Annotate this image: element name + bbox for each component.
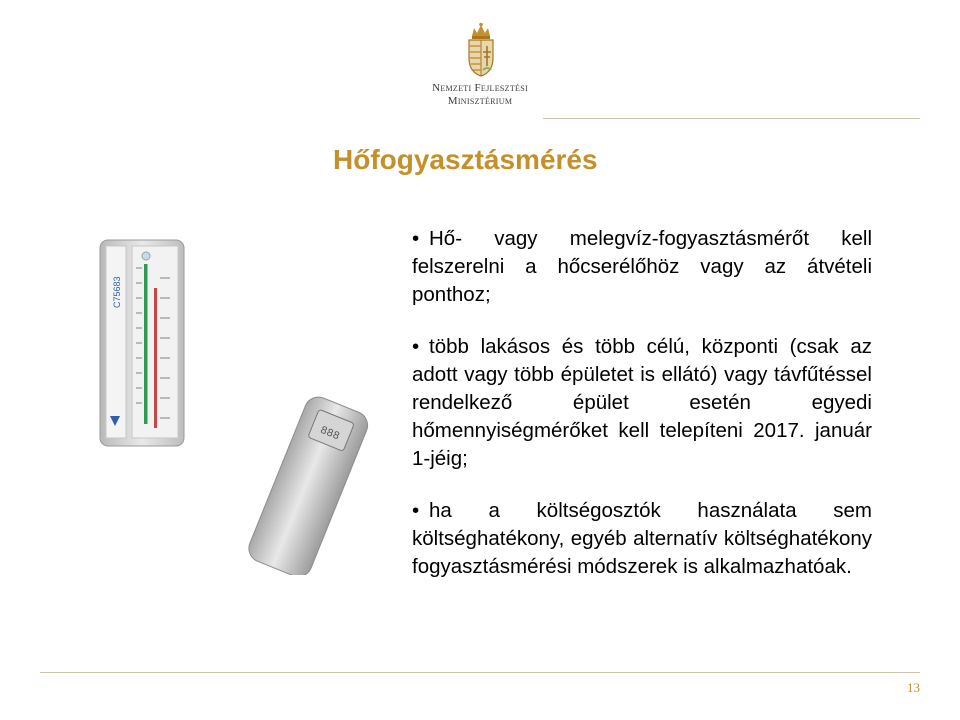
bullet-text: • Hő- vagy melegvíz-fogyasztásmérőt kell felszerelni a hőcserélőhöz vagy az átvételi ponthoz; <box>412 227 872 306</box>
heat-cost-allocator-image <box>96 238 188 448</box>
bullet-list <box>412 225 872 581</box>
bullet-text: • több lakásos és több célú, központi (csak az adott vagy több épületet is ellátó) vagy távfűtéssel rendelkező épület esetén egyedi hőmennyiségmérőket kell telepíteni 2017. január 1-jéig; <box>412 335 872 470</box>
bullet-item <box>412 497 872 581</box>
bullet-text: • ha a költségosztók használata sem költséghatékony, egyéb alternatív költséghatékony fogyasztásmérési módszerek is alkalmazhatóak. <box>412 499 872 578</box>
page-number: 13 <box>907 680 920 695</box>
slide-title: Hőfogyasztásmérés <box>333 144 598 175</box>
header-divider <box>543 118 920 119</box>
bullet-item <box>412 333 872 473</box>
ministry-logo <box>420 22 540 112</box>
ministry-name: Nemzeti Fejlesztési Minisztérium <box>432 82 528 107</box>
meter-serial-label: C75683 <box>112 276 122 308</box>
meter-display-value: 888 <box>318 424 342 444</box>
footer-divider <box>40 672 920 673</box>
electronic-heat-meter-image <box>234 395 384 575</box>
bullet-item <box>412 225 872 309</box>
hungarian-crest-icon <box>463 22 499 78</box>
